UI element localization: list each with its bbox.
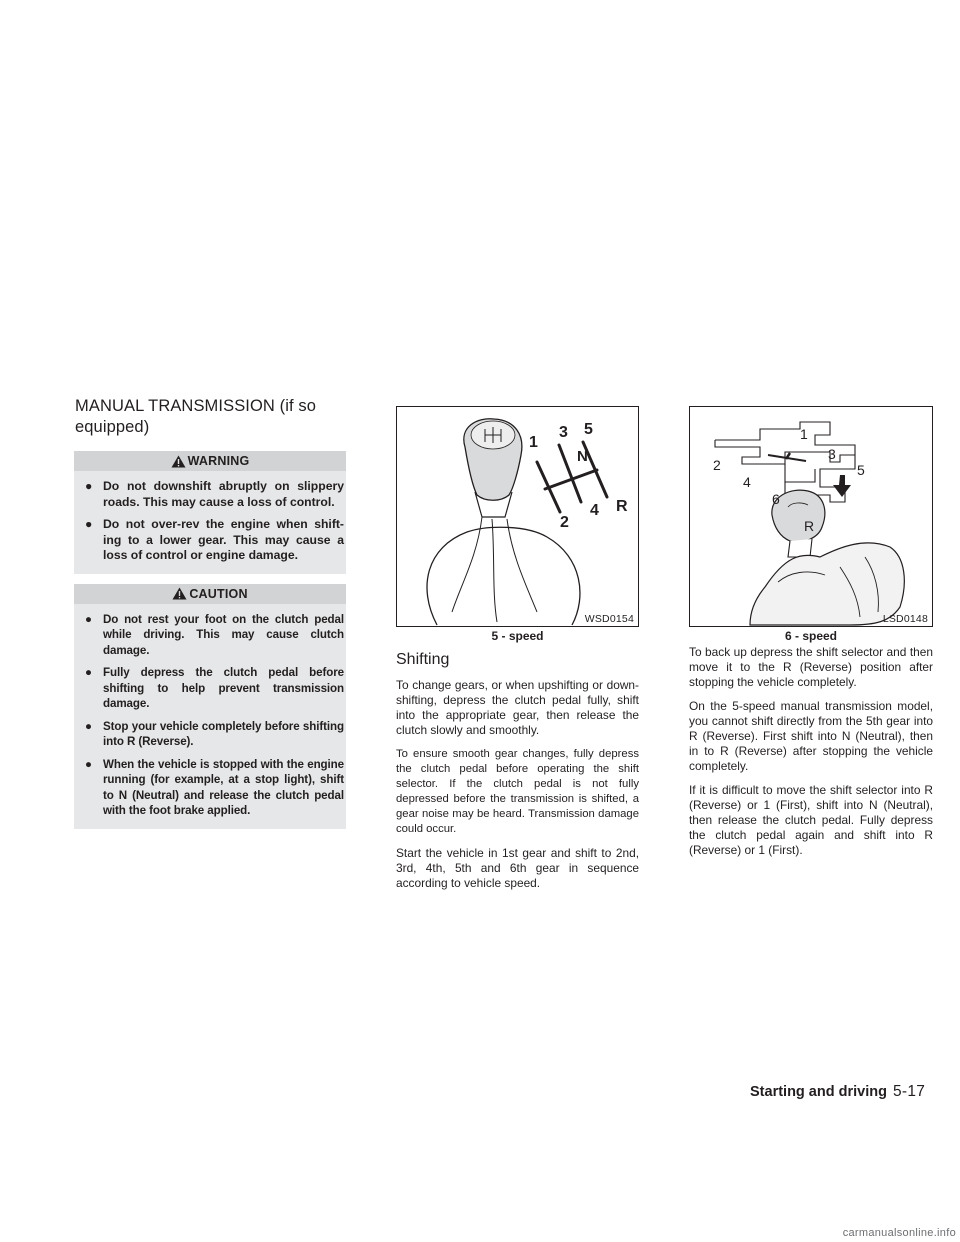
- warning-list: [74, 479, 346, 564]
- bullet-icon: ●: [85, 757, 92, 771]
- gear-label-2: 2: [713, 457, 721, 473]
- warning-box: [74, 451, 346, 574]
- paragraph: Start the vehicle in 1st gear and shift to 2nd, 3rd, 4th, 5th and 6th gear in sequence according to vehicle speed.: [396, 846, 639, 890]
- figure-5-speed: [396, 406, 639, 627]
- caution-header: [74, 584, 346, 604]
- gear-label-5: 5: [857, 462, 865, 478]
- gear-label-4: 4: [590, 502, 599, 519]
- bullet-icon: ●: [85, 479, 93, 493]
- gear-label-4: 4: [743, 474, 751, 490]
- bullet-icon: ●: [85, 517, 93, 531]
- bullet-icon: ●: [85, 612, 92, 626]
- warning-triangle-icon: [171, 455, 186, 468]
- caution-item: ● Do not rest your foot on the clutch pedal while driving. This may cause clutch damage.: [85, 612, 344, 657]
- middle-column: [396, 396, 639, 900]
- paragraph: To back up depress the shift selector and then move it to the R (Reverse) position after stopping the vehicle completely.: [689, 645, 933, 689]
- gear-label-neutral: N: [577, 448, 588, 465]
- paragraph: If it is difficult to move the shift selector into R (Reverse) or 1 (First), shift into N (Neutral), then release the clutch pedal. Fully depress the clutch pedal again and shift into R (Reverse) or 1 (First).: [689, 783, 933, 857]
- gear-label-1: 1: [529, 434, 538, 451]
- bullet-icon: ●: [85, 666, 92, 679]
- caution-item: ● When the vehicle is stopped with the engine running (for example, at a stop light), shift to N (Neutral) and release the clutch pedal with the foot brake applied.: [85, 757, 344, 817]
- warning-header: [74, 451, 346, 471]
- warning-title: WARNING: [187, 454, 250, 468]
- page-number: 5-17: [892, 1083, 926, 1100]
- figure-code: LSD0148: [882, 613, 928, 625]
- subsection-title: Shifting: [396, 651, 450, 668]
- caution-item: ● Stop your vehicle completely before shifting into R (Reverse).: [85, 719, 344, 748]
- gear-label-3: 3: [828, 446, 836, 462]
- figure-code: WSD0154: [584, 613, 634, 625]
- gear-label-reverse: R: [616, 498, 628, 515]
- warning-item: ● Do not downshift abruptly on slippery roads. This may cause a loss of control.: [85, 479, 344, 509]
- caution-box: [74, 584, 346, 829]
- caution-triangle-icon: [172, 587, 187, 600]
- figure-6-speed: [689, 406, 933, 627]
- 6-speed-shifter-illustration: [690, 407, 932, 626]
- caution-title: CAUTION: [189, 586, 248, 601]
- gear-label-3: 3: [559, 424, 568, 441]
- page-footer: [750, 1083, 925, 1101]
- warning-item: ● Do not over-rev the engine when shift- ing to a lower gear. This may cause a loss of control or engine damage.: [85, 517, 344, 562]
- figure-caption: 5 - speed: [491, 629, 544, 643]
- gear-label-1: 1: [800, 426, 808, 442]
- footer-section-title: Starting and driving: [750, 1084, 887, 1100]
- watermark: carmanualsonline.info: [842, 1227, 956, 1239]
- paragraph: To ensure smooth gear changes, fully depress the clutch pedal before operating the shift selector. If the clutch pedal is not fully depressed before the transmission is shifted, a gear noise may be heard. Transmission damage could occur.: [396, 748, 639, 835]
- right-column: [689, 396, 933, 867]
- gear-label-reverse: R: [804, 518, 815, 534]
- caution-item: ● Fully depress the clutch pedal before shifting to help prevent transmission damage.: [85, 666, 344, 710]
- gear-label-5: 5: [584, 421, 593, 438]
- section-title: MANUAL TRANSMISSION (if so equipped): [75, 397, 316, 436]
- figure-caption: 6 - speed: [784, 629, 838, 643]
- gear-label-2: 2: [560, 514, 569, 531]
- bullet-icon: ●: [85, 719, 92, 733]
- caution-list: [74, 612, 346, 819]
- 5-speed-shifter-illustration: [397, 407, 638, 626]
- paragraph: To change gears, or when upshifting or down- shifting, depress the clutch pedal fully, shift into the appropriate gear, then release the clutch slowly and smoothly.: [396, 678, 639, 737]
- gear-label-6: 6: [772, 491, 780, 507]
- left-column: [74, 396, 346, 839]
- paragraph: On the 5-speed manual transmission model, you cannot shift directly from the 5th gear into R (Reverse). First shift into N (Neutral), then in to R (Reverse) after stopping the vehicle completely.: [689, 699, 933, 773]
